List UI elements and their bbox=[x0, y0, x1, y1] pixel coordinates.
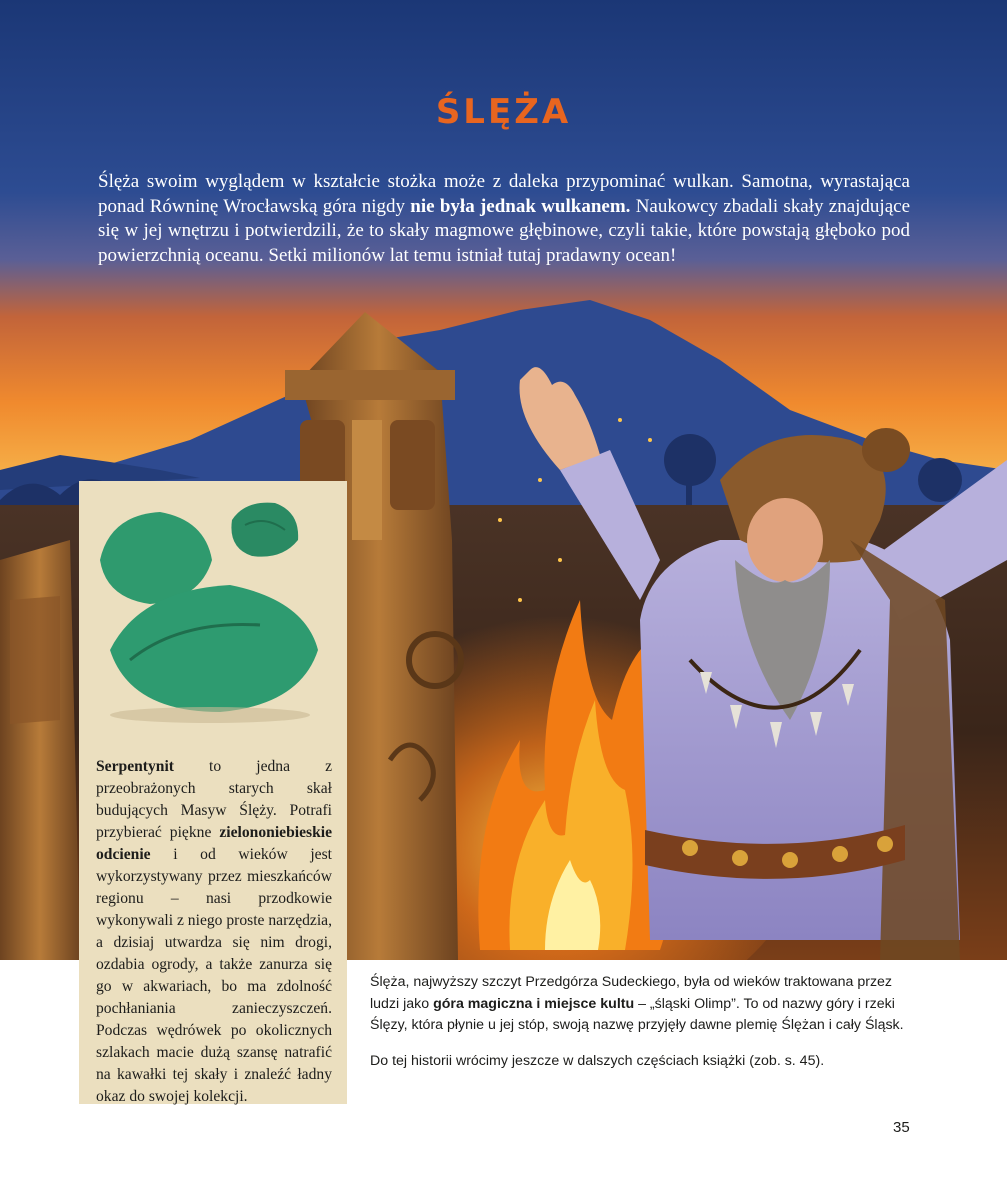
sidebar-paragraph bbox=[96, 756, 332, 1108]
lower-text-2: – „śląski Olimp”. To od nazwy góry i rzeki Ślęzy, która płynie u jej stóp, swoją nazwę przyjęły dawne plemię Ślężan i cały Śląsk. bbox=[370, 995, 904, 1033]
sidebar-text-1: to jedna z przeobrażonych starych skał budujących Masyw Ślęży. Potrafi przybierać piękne bbox=[96, 758, 332, 841]
intro-text-2: Naukowcy zbadali skały znajdujące się w jej wnętrzu i potwierdzili, że to skały magmowe głębinowe, czyli takie, które powstają głęboko pod powierzchnią oceanu. Setki milionów lat temu istniał tutaj pradawny ocean! bbox=[98, 195, 911, 266]
intro-text-1: Ślęża swoim wyglądem w kształcie stożka może z daleka przypominać wulkan. Samotna, wyrastająca ponad Równinę Wrocławską góra nigdy bbox=[98, 171, 910, 217]
intro-bold-1: nie była jednak wulkanem. bbox=[410, 195, 631, 217]
sidebar-text-2: i od wieków jest wykorzystywany przez mieszkańców regionu – nasi przodkowie wykonywali z niego proste narzędzia, a dzisiaj utwardza się nim drogi, ozdabia ogrody, a także zanurza się go w akwariach, bo ma zdolność pochłaniania zanieczyszczeń. Podczas wędrówek po okolicznych szlakach macie dużą szansę natrafić na kawałki tej skały i znaleźć ładny okaz do swojej kolekcji. bbox=[96, 846, 332, 1105]
intro-paragraph bbox=[98, 170, 910, 268]
lower-paragraph-2: Do tej historii wrócimy jeszcze w dalszych częściach książki (zob. s. 45). bbox=[370, 1052, 825, 1069]
sidebar-bold-1: Serpentynit bbox=[96, 758, 174, 775]
sidebar-bold-2: zielononiebieskie odcienie bbox=[96, 824, 332, 863]
lower-bold-1: góra magiczna i miejsce kultu bbox=[433, 995, 635, 1012]
lower-text-block bbox=[370, 972, 910, 1086]
lower-paragraph-1 bbox=[370, 972, 910, 1037]
page-title: ŚLĘŻA bbox=[435, 92, 572, 132]
lower-text-1: Ślęża, najwyższy szczyt Przedgórza Sudeckiego, była od wieków traktowana przez ludzi jako bbox=[370, 974, 893, 1012]
page-number: 35 bbox=[893, 1119, 910, 1136]
